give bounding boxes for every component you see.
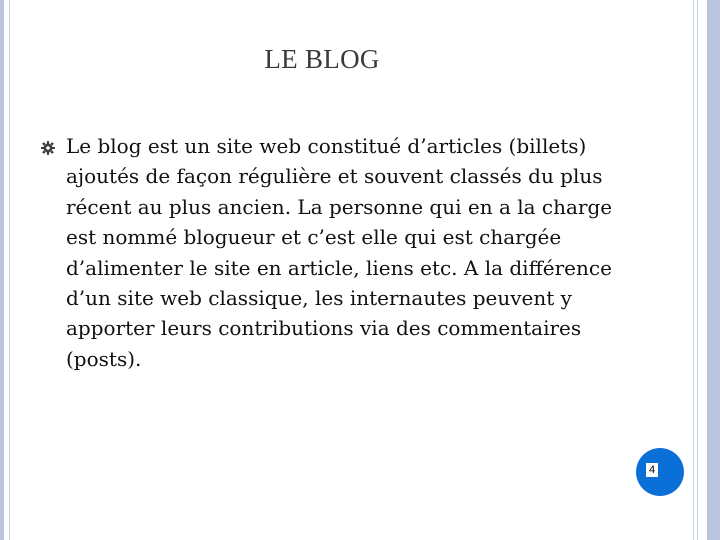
page-number-badge: [636, 448, 684, 496]
right-border-line: [697, 0, 698, 540]
bullet-text: Le blog est un site web constitué d’articles (billets) ajoutés de façon régulière et souvent classés du plus récent au plus ancien. La personne qui en a la charge est nommé blogueur et c’est elle qui est chargée d’alimenter le site en article, liens etc. A la différence d’un site web classique, les internautes peuvent y apporter leurs contributions via des commentaires (posts).: [66, 134, 613, 371]
cog-bullet-icon: [41, 141, 55, 155]
page-number: 4: [646, 463, 658, 477]
slide-title: LE BLOG: [264, 44, 380, 74]
title-container: [222, 44, 422, 75]
left-border-line: [9, 0, 10, 540]
left-border: [0, 0, 4, 540]
right-border: [707, 0, 720, 540]
right-border-line: [693, 0, 694, 540]
